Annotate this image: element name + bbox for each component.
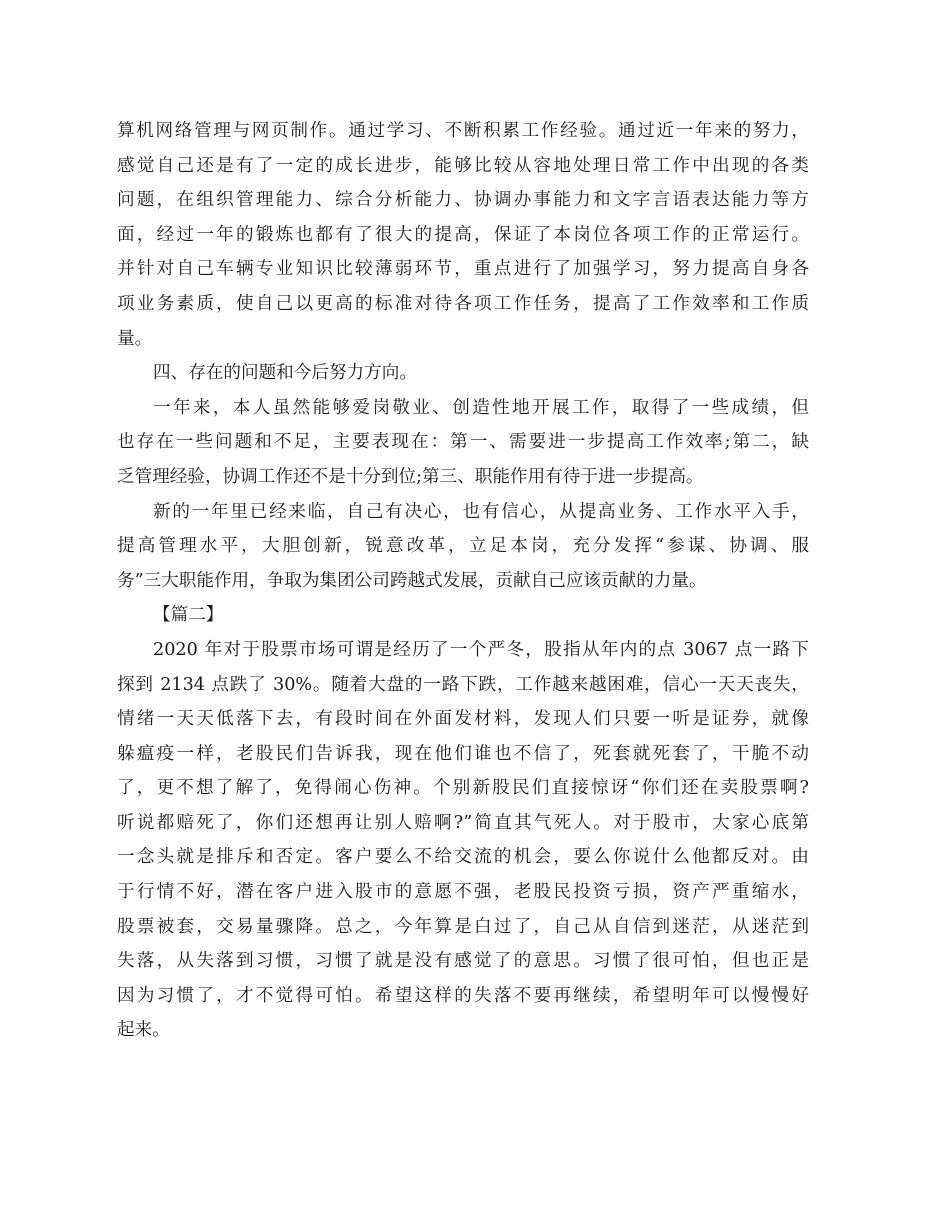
paragraph-p1 xyxy=(117,114,809,356)
paragraph-p6 xyxy=(117,633,809,1048)
text-line: 四、存在的问题和今后努力方向。 xyxy=(153,363,417,384)
paragraph-p5 xyxy=(117,598,809,633)
text-line: 面，经过一年的锻炼也都有了很大的提高，保证了本岗位各项工作的正常运行。 xyxy=(117,224,809,245)
document-body xyxy=(117,114,809,1048)
text-line: 务”三大职能作用，争取为集团公司跨越式发展，贡献自己应该贡献的力量。 xyxy=(117,570,707,591)
text-line: 股票被套，交易量骤降。总之，今年算是白过了，自己从自信到迷茫，从迷茫到 xyxy=(117,916,809,937)
text-line: 探到 2134 点跌了 30%。随着大盘的一路下跌，工作越来越困难，信心一天天丧失， xyxy=(117,674,809,695)
text-line: 失落，从失落到习惯，习惯了就是没有感觉了的意思。习惯了很可怕，但也正是 xyxy=(117,951,809,972)
text-line: 新的一年里已经来临，自己有决心，也有信心，从提高业务、工作水平入手， xyxy=(153,501,809,522)
paragraph-p4 xyxy=(117,495,809,599)
text-line: 并针对自己车辆专业知识比较薄弱环节，重点进行了加强学习，努力提高自身各 xyxy=(117,259,809,280)
paragraph-p3 xyxy=(117,391,809,495)
text-line: 2020 年对于股票市场可谓是经历了一个严冬，股指从年内的点 3067 点一路下 xyxy=(153,639,809,660)
text-line: 一年来，本人虽然能够爱岗敬业、创造性地开展工作，取得了一些成绩，但 xyxy=(153,397,809,418)
text-line: 算机网络管理与网页制作。通过学习、不断积累工作经验。通过近一年来的努力， xyxy=(117,121,809,141)
text-line: 了，更不想了解了，免得闹心伤神。个别新股民们直接惊讶“你们还在卖股票啊? xyxy=(117,778,809,799)
text-line: 量。 xyxy=(117,328,153,349)
text-line: 项业务素质，使自己以更高的标准对待各项工作任务，提高了工作效率和工作质 xyxy=(117,293,809,314)
text-line: 问题，在组织管理能力、综合分析能力、协调办事能力和文字言语表达能力等方 xyxy=(117,190,809,211)
text-line: 乏管理经验，协调工作还不是十分到位;第三、职能作用有待于进一步提高。 xyxy=(117,466,704,487)
text-line: 【篇二】 xyxy=(153,605,224,626)
text-line: 感觉自己还是有了一定的成长进步，能够比较从容地处理日常工作中出现的各类 xyxy=(117,155,809,176)
text-line: 于行情不好，潜在客户进入股市的意愿不强，老股民投资亏损，资产严重缩水， xyxy=(117,882,809,903)
text-line: 一念头就是排斥和否定。客户要么不给交流的机会，要么你说什么他都反对。由 xyxy=(117,847,809,868)
paragraph-p2 xyxy=(117,356,809,391)
text-line: 起来。 xyxy=(117,1020,170,1041)
text-line: 听说都赔死了，你们还想再让别人赔啊?”简直其气死人。对于股市，大家心底第 xyxy=(117,812,809,833)
text-line: 躲瘟疫一样，老股民们告诉我，现在他们谁也不信了，死套就死套了，干脆不动 xyxy=(117,743,809,764)
text-line: 提高管理水平，大胆创新，锐意改革，立足本岗，充分发挥“参谋、协调、服 xyxy=(117,536,809,557)
document-page xyxy=(117,114,809,1048)
text-line: 情绪一天天低落下去，有段时间在外面发材料，发现人们只要一听是证券，就像 xyxy=(117,709,809,730)
text-line: 也存在一些问题和不足，主要表现在：第一、需要进一步提高工作效率;第二，缺 xyxy=(117,432,809,453)
text-line: 因为习惯了，才不觉得可怕。希望这样的失落不要再继续，希望明年可以慢慢好 xyxy=(117,985,809,1006)
